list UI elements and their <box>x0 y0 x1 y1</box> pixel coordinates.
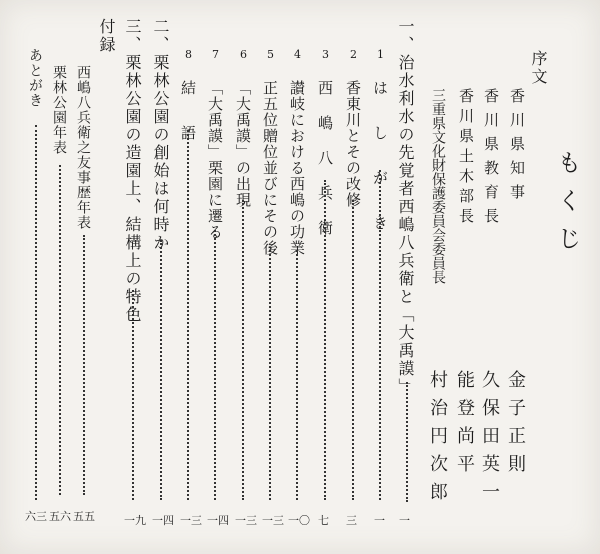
section-7[interactable]: 7 「大禹謨」栗園に遷る <box>206 48 224 240</box>
section-5-page: 一三 <box>262 514 284 527</box>
preface-name-2: 久保田英一 <box>479 370 500 510</box>
section-8-label: 結 語 <box>179 80 197 146</box>
section-6-leader <box>242 200 244 500</box>
preface-heading: 序文 <box>529 50 548 86</box>
section-7-label: 「大禹謨」栗園に遷る <box>206 80 224 240</box>
appendix-heading: 付録 <box>97 18 116 54</box>
section-8-page: 一三 <box>180 514 202 527</box>
section-1-label: は し が き <box>371 80 389 236</box>
preface-role-2: 香川県教育長 <box>482 88 500 232</box>
section-2[interactable]: 2 香東川とその改修 <box>344 48 362 208</box>
section-8[interactable]: 8 結 語 <box>179 48 197 146</box>
appendix-item-2-page: 五六 <box>49 510 71 523</box>
section-6-page: 一三 <box>235 514 257 527</box>
section-1-page: 一 <box>374 514 385 527</box>
section-4-leader <box>296 250 298 500</box>
chapter-1-title[interactable]: 一、治水利水の先覚者西嶋八兵衛と「大禹謨」 <box>396 18 415 396</box>
appendix-item-3[interactable]: あとがき <box>27 48 43 108</box>
appendix-item-2[interactable]: 栗林公園年表 <box>51 65 67 155</box>
appendix-item-1-page: 五五 <box>73 510 95 523</box>
section-3-label: 西 嶋 八 兵 衛 <box>316 80 334 236</box>
section-4[interactable]: 4 讃岐における西嶋の功業 <box>288 48 306 256</box>
preface-role-1: 香川県知事 <box>508 88 526 208</box>
section-6-label: 「大禹謨」の出現 <box>234 80 252 208</box>
section-8-leader <box>187 130 189 500</box>
section-3-leader <box>324 180 326 500</box>
appendix-item-3-leader <box>35 125 37 500</box>
section-1[interactable]: 1 は し が き <box>371 48 389 236</box>
section-5[interactable]: 5 正五位贈位並びにその後 <box>261 48 279 256</box>
appendix-item-1-leader <box>83 235 85 495</box>
chapter-1-page: 一 <box>399 514 410 527</box>
chapter-3-title[interactable]: 三、栗林公園の造園上、結構上の特色 <box>123 18 142 324</box>
section-3-page: 七 <box>318 514 329 527</box>
appendix-item-2-leader <box>59 165 61 495</box>
chapter-3-leader <box>132 290 134 500</box>
section-4-label: 讃岐における西嶋の功業 <box>288 80 306 256</box>
preface-role-3: 香川県土木部長 <box>457 88 475 228</box>
section-3[interactable]: 3 西 嶋 八 兵 衛 <box>316 48 334 236</box>
chapter-2-leader <box>160 240 162 500</box>
section-2-page: 三 <box>346 514 357 527</box>
preface-name-3: 能登尚平 <box>454 370 475 482</box>
section-6[interactable]: 6 「大禹謨」の出現 <box>234 48 252 208</box>
section-1-leader <box>379 170 381 500</box>
appendix-item-1[interactable]: 西嶋八兵衛之友事歴年表 <box>75 65 91 230</box>
preface-name-4: 村治円次郎 <box>427 370 448 510</box>
section-5-leader <box>269 250 271 500</box>
section-7-leader <box>214 230 216 500</box>
preface-name-1: 金子正則 <box>505 370 526 482</box>
section-7-page: 一四 <box>207 514 229 527</box>
section-2-label: 香東川とその改修 <box>344 80 362 208</box>
chapter-2-page: 一四 <box>152 514 174 527</box>
section-4-page: 一〇 <box>288 514 310 527</box>
appendix-item-3-page: 六三 <box>25 510 47 523</box>
chapter-3-page: 一九 <box>124 514 146 527</box>
chapter-2-title[interactable]: 二、栗林公園の創始は何時か <box>151 18 170 252</box>
toc-title: もくじ <box>553 150 581 264</box>
preface-role-4: 三重県文化財保護委員会委員長 <box>430 88 446 284</box>
section-5-label: 正五位贈位並びにその後 <box>261 80 279 256</box>
section-2-leader <box>352 200 354 500</box>
chapter-1-leader <box>406 382 408 502</box>
